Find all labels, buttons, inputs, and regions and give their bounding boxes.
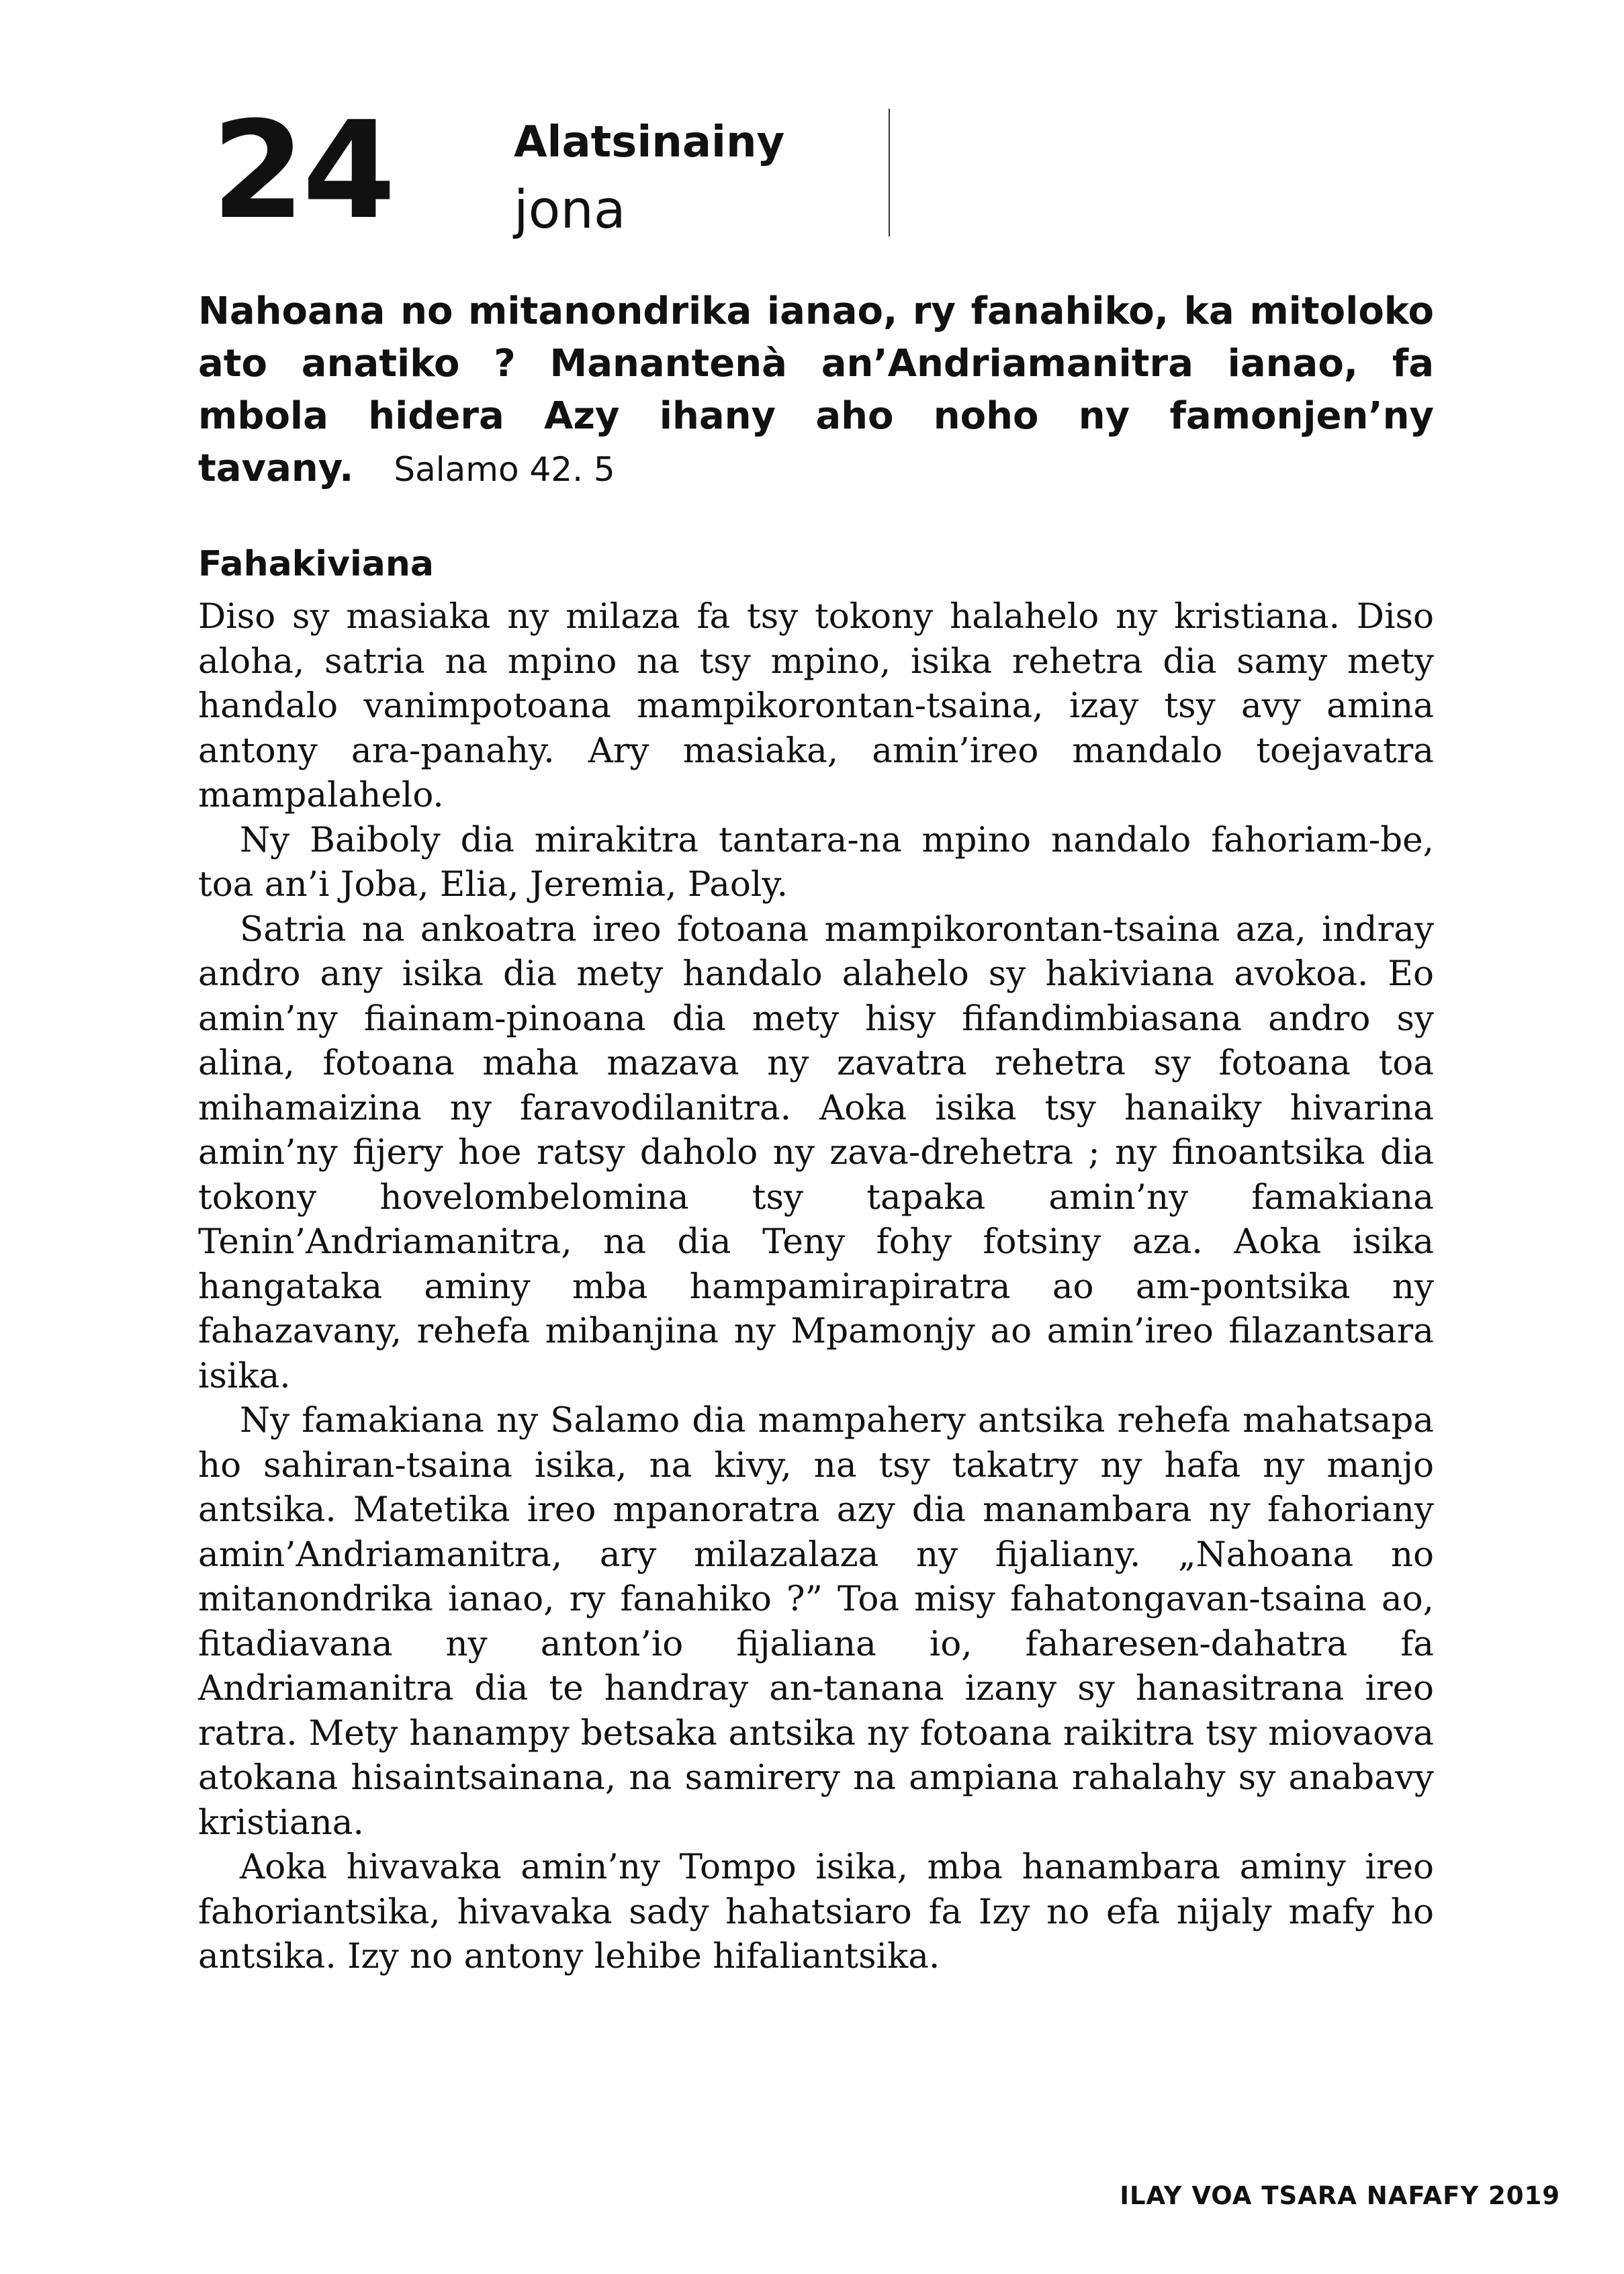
- paragraph: Ny Baiboly dia mirakitra tantara-na mpino nandalo fahoriam-be, toa an’i Joba, Elia, Jeremia, Paoly.: [198, 819, 1434, 905]
- verse-reference: Salamo 42. 5: [394, 450, 615, 489]
- date-header: [212, 93, 897, 249]
- section-heading: Fahakiviana: [198, 544, 434, 584]
- weekday-label: Alatsinainy: [514, 118, 785, 167]
- paragraph: Ny famakiana ny Salamo dia mampahery antsika rehefa mahatsapa ho sahiran-tsaina isika, na kivy, na tsy takatry ny hafa ny manjo antsika. Matetika ireo mpanoratra azy dia manambara ny fahoriany amin’Andriamanitra, ary milazalaza ny fijaliany. „Nahoana no mitanondrika ianao, ry fanahiko ?” Toa misy fahatongavan-tsaina ao, fitadiavana ny anton’io fijaliana io, faharesen-dahatra fa Andriamanitra dia te handray an-tanana izany sy hanasitrana ireo ratra. Mety hanampy betsaka antsika ny fotoana raikitra tsy miovaova atokana hisaintsainana, na samirery na ampiana rahalahy sy anabavy kristiana.: [198, 1400, 1434, 1843]
- paragraph: Diso sy masiaka ny milaza fa tsy tokony halahelo ny kristiana. Diso aloha, satria na mpino na tsy mpino, isika rehetra dia samy mety handalo vanimpotoana mampikorontan-tsaina, izay tsy avy amina antony ara-panahy. Ary masiaka, amin’ireo mandalo toejavatra mampalahelo.: [198, 596, 1434, 815]
- header-divider: [889, 109, 890, 236]
- footer-publication: ILAY VOA TSARA NAFAFY 2019: [1120, 2181, 1560, 2210]
- paragraph: Satria na ankoatra ireo fotoana mampikorontan-tsaina aza, indray andro any isika dia mety handalo alahelo sy hakiviana avokoa. Eo amin’ny fiainam-pinoana dia mety hisy fifandimbiasana andro sy alina, fotoana maha mazava ny zavatra rehetra sy fotoana toa mihamaizina ny faravodilanitra. Aoka isika tsy hanaiky hivarina amin’ny fijery hoe ratsy daholo ny zava-drehetra ; ny finoantsika dia tokony hovelombelomina tsy tapaka amin’ny famakiana Tenin’Andriamanitra, na dia Teny fohy fotsiny aza. Aoka isika hangataka aminy mba hampamirapiratra ao am-pontsika ny fahazavany, rehefa mibanjina ny Mpamonjy ao amin’ireo filazantsara isika.: [198, 909, 1434, 1396]
- verse-text: Nahoana no mitanondrika ianao, ry fanahiko, ka mitoloko ato anatiko ? Manantenà an’Andriamanitra ianao, fa mbola hidera Azy ihany aho noho ny famonjen’ny tavany.: [198, 289, 1434, 490]
- daily-verse: [198, 285, 1434, 496]
- day-number: 24: [212, 93, 394, 249]
- devotional-body: [198, 594, 1434, 1979]
- month-label: jona: [514, 180, 626, 240]
- paragraph: Aoka hivavaka amin’ny Tompo isika, mba hanambara aminy ireo fahoriantsika, hivavaka sady hahatsiaro fa Izy no efa nijaly mafy ho antsika. Izy no antony lehibe hifaliantsika.: [198, 1847, 1434, 1976]
